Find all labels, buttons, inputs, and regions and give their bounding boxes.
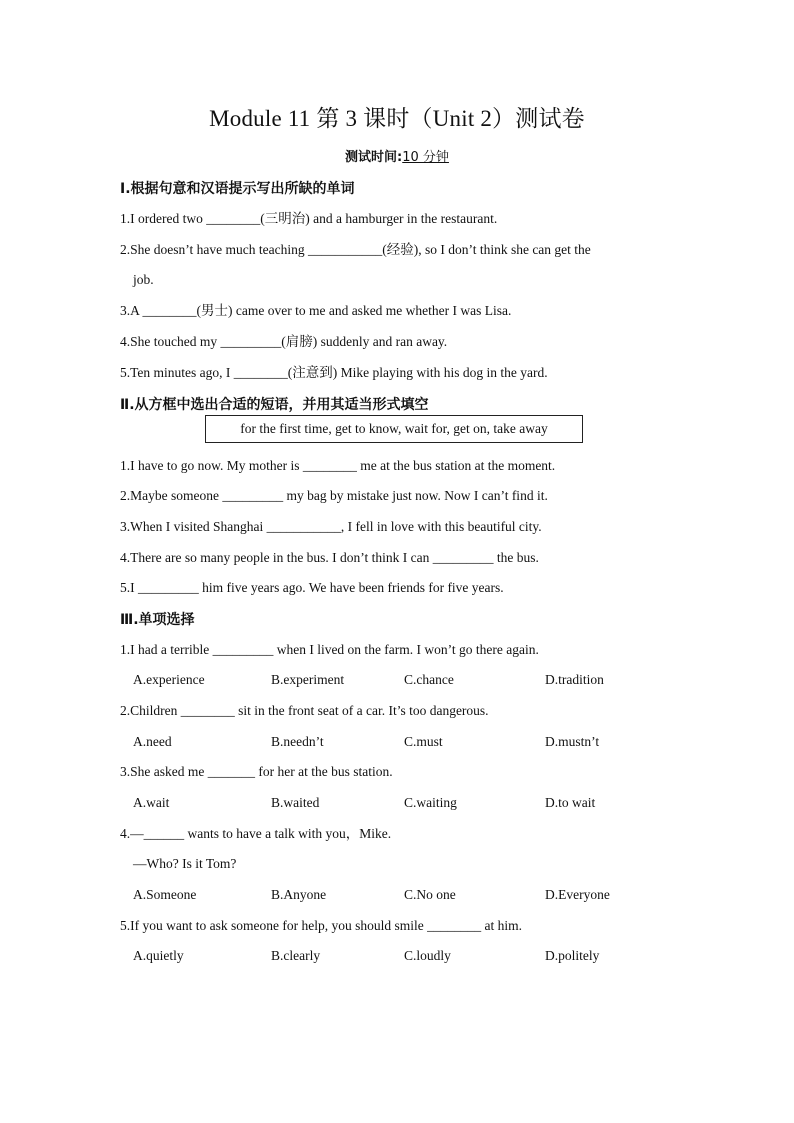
- q4-option-a: A.Someone: [133, 887, 197, 902]
- q5-stem: 5.If you want to ask someone for help, you should smile ________ at him.: [120, 918, 522, 933]
- s2-item-4: 4.There are so many people in the bus. I don’t think I can _________ the bus.: [120, 550, 539, 565]
- s1-item-1: 1.I ordered two ________(三明治) and a hamburger in the restaurant.: [120, 211, 498, 226]
- s1-item-5: 5.Ten minutes ago, I ________(注意到) Mike playing with his dog in the yard.: [120, 365, 548, 380]
- section-3-heading: Ⅲ.单项选择: [120, 612, 195, 628]
- s1-item-4: 4.She touched my _________(肩膀) suddenly and ran away.: [120, 334, 448, 349]
- q1-option-b: B.experiment: [271, 672, 345, 687]
- q3-option-c: C.waiting: [404, 795, 457, 810]
- q1-option-c: C.chance: [404, 672, 454, 687]
- q2-stem: 2.Children ________ sit in the front seat of a car. It’s too dangerous.: [120, 703, 489, 718]
- q4-stem: 4.—______ wants to have a talk with you，Mike.: [120, 826, 392, 841]
- q3-stem: 3.She asked me _______ for her at the bus station.: [120, 764, 393, 779]
- q5-option-c: C.loudly: [404, 948, 451, 963]
- q2-option-c: C.must: [404, 734, 443, 749]
- phrase-box: for the first time, get to know, wait for, get on, take away: [205, 415, 583, 443]
- s1-item-2-cont: job.: [133, 272, 154, 287]
- section-1-heading: Ⅰ.根据句意和汉语提示写出所缺的单词: [120, 181, 355, 197]
- test-time: [0, 146, 794, 165]
- s2-item-2: 2.Maybe someone _________ my bag by mistake just now. Now I can’t find it.: [120, 488, 548, 503]
- q1-stem: 1.I had a terrible _________ when I lived on the farm. I won’t go there again.: [120, 642, 539, 657]
- q1-option-a: A.experience: [133, 672, 205, 687]
- s1-item-3: 3.A ________(男士) came over to me and asked me whether I was Lisa.: [120, 303, 512, 318]
- q4-option-d: D.Everyone: [545, 887, 610, 902]
- page-title: Module 11 第 3 课时（Unit 2）测试卷: [209, 106, 585, 131]
- q5-option-d: D.politely: [545, 948, 600, 963]
- q3-option-d: D.to wait: [545, 795, 596, 810]
- q3-option-b: B.waited: [271, 795, 320, 810]
- q5-option-a: A.quietly: [133, 948, 184, 963]
- section-2-heading: Ⅱ.从方框中选出合适的短语，并用其适当形式填空: [120, 397, 429, 413]
- s2-item-3: 3.When I visited Shanghai ___________, I fell in love with this beautiful city.: [120, 519, 542, 534]
- q4-stem-reply: —Who? Is it Tom?: [133, 856, 237, 871]
- s1-item-2: 2.She doesn’t have much teaching ___________(经验), so I don’t think she can get the: [120, 242, 591, 257]
- test-time-label: 测试时间:: [345, 150, 403, 165]
- q3-option-a: A.wait: [133, 795, 170, 810]
- q4-option-c: C.No one: [404, 887, 456, 902]
- q5-option-b: B.clearly: [271, 948, 321, 963]
- q4-option-b: B.Anyone: [271, 887, 327, 902]
- q2-option-a: A.need: [133, 734, 172, 749]
- q1-option-d: D.tradition: [545, 672, 604, 687]
- test-time-value: 10 分钟: [402, 150, 449, 165]
- s2-item-1: 1.I have to go now. My mother is ________ me at the bus station at the moment.: [120, 458, 556, 473]
- q2-option-b: B.needn’t: [271, 734, 324, 749]
- s2-item-5: 5.I _________ him five years ago. We have been friends for five years.: [120, 580, 504, 595]
- q2-option-d: D.mustn’t: [545, 734, 600, 749]
